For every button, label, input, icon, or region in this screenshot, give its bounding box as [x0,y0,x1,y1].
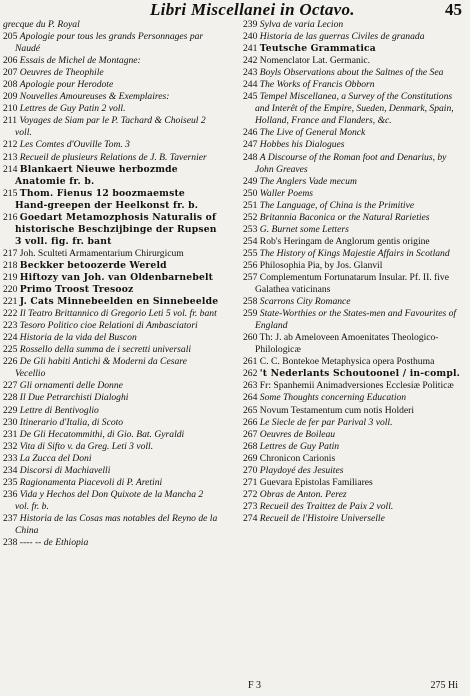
entry-number: 224 [3,332,18,344]
entry-title: Goedart Metamozphosis Naturalis of historische Beschzijbinge der Rupsen 3 voll. fig. fr. bant [15,211,217,247]
left-column [3,19,219,549]
catalog-entry [243,152,467,176]
catalog-entry [243,405,467,417]
entry-number: 256 [243,259,258,271]
entry-title: Nomenclator Lat. Germanic. [259,55,371,67]
page-number: 45 [445,0,462,19]
entry-number: 241 [243,43,258,55]
entry-title: Obras de Anton. Perez [259,488,347,500]
entry-title: Apologie pour tous les grands Personnages par Naudé [15,31,204,55]
catalog-entry [3,164,219,188]
entry-number: 261 [243,356,258,368]
catalog-entry [243,91,467,127]
entry-number: 210 [3,103,18,115]
entry-number: 240 [243,31,258,43]
entry-title: Le Siecle de fer par Parival 3 voll. [259,416,393,428]
catalog-entry [243,501,467,513]
entry-number: 268 [243,440,258,452]
entry-title: Oeuvres de Boileau [259,428,336,440]
catalog-entry [243,332,467,356]
entry-title: Itinerario d'Italia, di Scoto [19,416,124,428]
entry-title: Ragionamenta Piacevoli di P. Aretini [19,476,163,488]
entry-number: 223 [3,320,18,332]
entry-title: Lettres de Guy Patin [259,440,340,452]
entry-number: 258 [243,296,258,308]
entry-number: 233 [3,452,18,464]
catalog-entry [3,441,219,453]
entry-title: Guevara Epistolas Familiares [259,476,373,488]
entry-number: 244 [243,79,258,91]
entry-title: Vita di Sifto v. da Greg. Leti 3 voll. [19,440,154,452]
catalog-entry [3,139,219,151]
entry-title: Hiftozy van Joh. van Oldenbarnebelt [19,271,214,283]
catalog-entry [3,489,219,513]
catalog-entry [3,272,219,284]
entry-title: Rossello della summa de i secretti universali [19,344,192,356]
entry-title: Recueil des Traittez de Paix 2 voll. [259,500,394,512]
catalog-entry [3,284,219,296]
entry-number: 262 [243,368,258,380]
entry-title: Blankaert Nieuwe herbozmde Anatomie fr. b. [15,163,178,187]
entry-title: Rob's Heringam de Anglorum gentis origine [259,235,430,247]
catalog-entry [243,489,467,501]
entry-title: ---- -- de Ethiopia [19,537,89,549]
catalog-entry [3,19,219,31]
catalog-entry [243,308,467,332]
entry-number: 222 [3,308,18,320]
right-column [243,19,467,525]
entry-number: 227 [3,380,18,392]
catalog-entry [243,441,467,453]
entry-title: Primo Troost Tresooz [19,284,134,296]
entry-title: Teutsche Grammatica [259,43,376,55]
entry-title: J. Cats Minnebeelden en Sinnebeelde [19,296,219,308]
catalog-entry [243,296,467,308]
catalog-entry [3,308,219,320]
entry-number: 239 [243,19,258,30]
catalog-entry [243,176,467,188]
entry-title: The Works of Francis Obborn [259,79,375,91]
entry-number: 208 [3,79,18,91]
catalog-entry [3,55,219,67]
entry-title: Il Teatro Brittannico di Gregorio Leti 5 vol. fr. bant [19,308,217,320]
catalog-entry [243,477,467,489]
running-title: Libri Miscellanei in Octavo. [150,0,355,19]
entry-number: 205 [3,31,18,43]
catalog-entry [3,332,219,344]
entry-title: The Anglers Vade mecum [259,175,357,187]
entry-number: 247 [243,139,258,151]
entry-number: 235 [3,476,18,488]
entry-number: 237 [3,512,18,524]
entry-number: 226 [3,356,18,368]
entry-title: The Language, of China is the Primitive [259,199,415,211]
entry-number: 253 [243,223,258,235]
catalog-entry [243,127,467,139]
catalog-entry [243,79,467,91]
catalog-entry [243,248,467,260]
entry-title: Tempel Miscellanea, a Survey of the Constitutions and Interêt of the Empire, Sueden, Denmark, Spain, Holland, France and Flanders, &c. [255,91,454,127]
entry-title: Oeuvres de Theophile [19,67,104,79]
entry-title: Hobbes his Dialogues [259,139,345,151]
entry-title: G. Burnet some Letters [259,223,349,235]
entry-title: Essais de Michel de Montagne: [19,55,141,67]
catalog-entry [3,67,219,79]
entry-title: Novum Testamentum cum notis Holderi [259,404,415,416]
catalog-entry [243,417,467,429]
catalog-entry [3,344,219,356]
entry-title: Complementum Fortunatarum Insular. Pf. II. five Galathea vaticinans [255,271,449,296]
catalog-entry [3,320,219,332]
entry-number: 236 [3,488,18,500]
catalog-entry [243,356,467,368]
entry-title: Tesoro Politico cioe Relationi di Ambasciatori [19,320,198,332]
entry-title: De Gli Hecatommithi, di Gio. Bat. Gyraldi [19,428,185,440]
catalog-entry [3,31,219,55]
entry-number: 221 [3,296,18,308]
entry-number: 263 [243,380,258,392]
catalog-entry [243,200,467,212]
catalog-entry [243,272,467,296]
entry-title: Apologie pour Herodote [19,79,114,91]
entry-title: Lettres de Guy Patin 2 voll. [19,103,126,115]
entry-number: 212 [3,139,18,151]
catalog-entry [243,380,467,392]
entry-title: Boyls Observations about the Saltnes of the Sea [259,67,444,79]
entry-title: grecque du P. Royal [3,19,80,30]
catalog-entry [3,152,219,164]
entry-title: Recueil de l'Histoire Universelle [259,512,385,524]
entry-number: 274 [243,512,258,524]
entry-title: C. C. Bontekoe Metaphysica opera Posthuma [259,356,435,368]
entry-number: 209 [3,91,18,103]
catalog-entry [3,429,219,441]
signature-mark: F 3 [248,680,262,691]
entry-number: 255 [243,247,258,259]
entry-title: 't Nederlants Schoutoonel / in-compl. [259,368,461,380]
catalog-entry [3,417,219,429]
catalog-entry [243,139,467,151]
catalog-entry [3,103,219,115]
entry-number: 252 [243,211,258,223]
entry-number: 219 [3,271,18,283]
catalog-entry [243,31,467,43]
entry-title: A Discourse of the Roman foot and Denarius, by John Greaves [255,151,447,175]
catalog-entry [243,43,467,55]
entry-number: 267 [243,428,258,440]
catalog-entry [3,477,219,489]
entry-title: Recueil de plusieurs Relations de J. B. Tavernier [19,151,207,163]
entry-number: 232 [3,440,18,452]
entry-title: The Live of General Monck [259,127,366,139]
catalog-entry [3,260,219,272]
catalog-entry [3,212,219,248]
catalog-entry [3,79,219,91]
entry-number: 249 [243,175,258,187]
entry-number: 238 [3,537,18,549]
catalog-entry [3,453,219,465]
catalog-entry [3,248,219,260]
entry-title: Gli ornamenti delle Donne [19,380,123,392]
entry-number: 230 [3,416,18,428]
entry-number: 250 [243,187,258,199]
entry-number: 213 [3,151,18,163]
entry-number: 215 [3,187,18,199]
entry-title: Playdoyé des Jesuites [259,464,344,476]
entry-title: Les Comtes d'Ouville Tom. 3 [19,139,130,151]
entry-title: Joh. Sculteti Armamentarium Chirurgicum [19,247,184,259]
entry-number: 254 [243,235,258,247]
catalog-entry [243,67,467,79]
entry-number: 257 [243,271,258,283]
entry-title: Chronicon Carionis [259,452,336,464]
catalog-entry [3,465,219,477]
catalog-entry [3,115,219,139]
entry-number: 245 [243,91,258,103]
entry-number: 266 [243,416,258,428]
entry-number: 234 [3,464,18,476]
catalog-entry [243,429,467,441]
catalog-entry [3,188,219,212]
entry-title: Some Thoughts concerning Education [259,392,407,404]
catalog-entry [3,537,219,549]
entry-number: 273 [243,500,258,512]
entry-title: La Zucca del Doni [19,452,92,464]
entry-number: 231 [3,428,18,440]
entry-number: 272 [243,488,258,500]
catalog-entry [3,392,219,404]
entry-title: Vida y Hechos del Don Quixote de la Mancha 2 vol. fr. b. [15,488,204,512]
catchword: 275 Hi [430,680,458,691]
catalog-entry [3,405,219,417]
entry-title: Historia de las Cosas mas notables del Reyno de la China [15,512,218,536]
catalog-entry [3,296,219,308]
entry-title: Beckker betoozerde Wereld [19,259,167,271]
entry-number: 251 [243,199,258,211]
entry-title: Fr: Spanhemii Animadversiones Ecclesiæ Politicæ [259,380,454,392]
entry-number: 246 [243,127,258,139]
entry-title: Scarrons City Romance [259,296,351,308]
entry-number: 260 [243,332,258,344]
catalog-entry [3,356,219,380]
catalog-entry [243,453,467,465]
entry-number: 207 [3,67,18,79]
entry-number: 206 [3,55,18,67]
catalog-entry [243,224,467,236]
catalog-entry [243,392,467,404]
entry-number: 217 [3,247,18,259]
entry-title: Historia de las guerras Civiles de granada [259,31,425,43]
catalog-entry [243,513,467,525]
entry-title: De Gli habiti Antichi & Moderni da Cesare Vecellio [15,356,187,380]
entry-number: 242 [243,55,258,67]
entry-title: Britannia Baconica or the Natural Rarieties [259,211,430,223]
catalog-entry [243,465,467,477]
entry-title: Lettre di Bentivoglio [19,404,99,416]
catalog-entry [3,91,219,103]
entry-title: Th: J. ab Ameloveen Amoenitates Theologico-Philologicæ [255,332,439,356]
entry-number: 228 [3,392,18,404]
entry-number: 211 [3,115,18,127]
entry-title: Sylva de varia Lecion [259,19,344,30]
entry-number: 243 [243,67,258,79]
catalog-entry [3,380,219,392]
catalog-entry [3,513,219,537]
entry-number: 259 [243,308,258,320]
catalog-entry [243,368,467,380]
entry-number: 271 [243,476,258,488]
catalog-entry [243,188,467,200]
entry-title: Nouvelles Amoureuses & Exemplaires: [19,91,170,103]
entry-title: Waller Poems [259,187,314,199]
catalog-entry [243,212,467,224]
entry-title: State-Worthies or the States-men and Favourites of England [255,308,457,332]
page-footer [0,680,470,694]
entry-number: 264 [243,392,258,404]
entry-title: Thom. Fienus 12 boozmaemste Hand-greepen der Heelkonst fr. b. [15,187,199,211]
entry-number: 216 [3,211,18,223]
catalog-entry [243,55,467,67]
entry-number: 214 [3,163,18,175]
entry-title: Historia de la vida del Buscon [19,332,137,344]
catalog-entry [243,260,467,272]
entry-title: Voyages de Siam par le P. Tachard & Choiseul 2 voll. [15,115,206,139]
entry-number: 269 [243,452,258,464]
entry-number: 218 [3,259,18,271]
catalog-entry [243,19,467,31]
entry-number: 270 [243,464,258,476]
entry-number: 220 [3,284,18,296]
entry-title: Discorsi di Machiavelli [19,464,111,476]
catalog-entry [243,236,467,248]
entry-number: 248 [243,151,258,163]
entry-title: Il Due Petrarchisti Dialoghi [19,392,129,404]
entry-number: 229 [3,404,18,416]
entry-number: 265 [243,404,258,416]
entry-title: Philosophia Pia, by Jos. Glanvil [259,259,383,271]
entry-title: The History of Kings Majestie Affairs in Scotland [259,247,450,259]
entry-number: 225 [3,344,18,356]
